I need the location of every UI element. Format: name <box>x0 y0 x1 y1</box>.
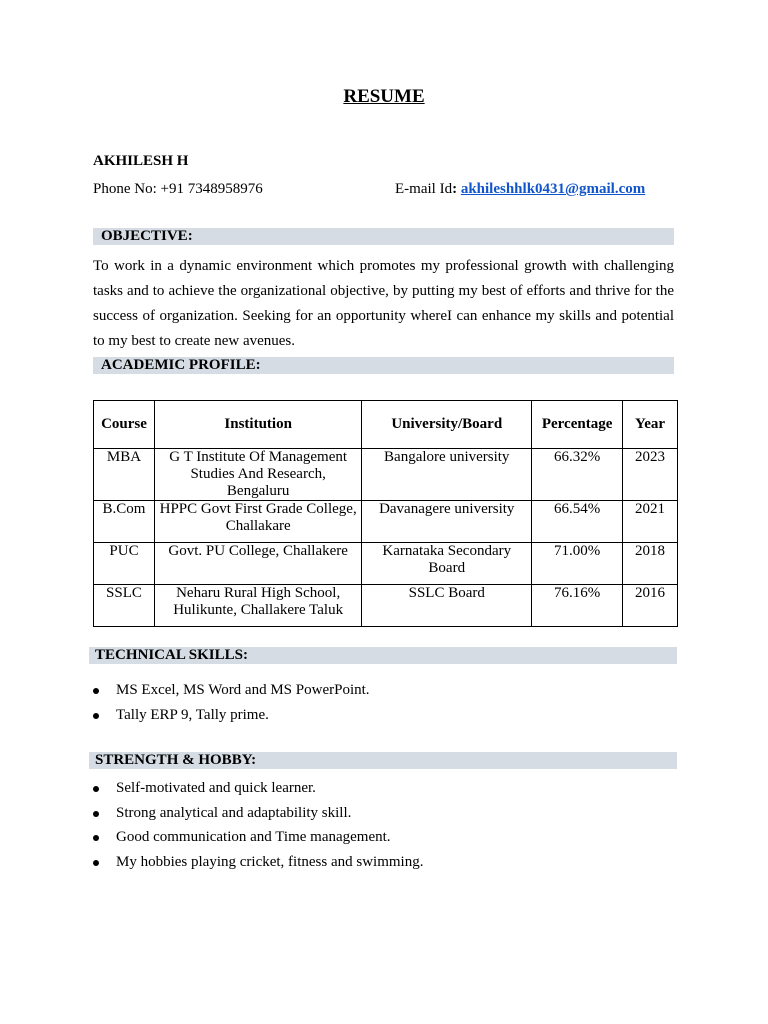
list-item: My hobbies playing cricket, fitness and swimming. <box>93 850 423 875</box>
column-header: Year <box>623 401 678 449</box>
course-cell: MBA <box>94 449 155 501</box>
percentage-cell: 71.00% <box>532 543 623 585</box>
candidate-name: AKHILESH H <box>93 153 189 169</box>
year-cell: 2021 <box>623 501 678 543</box>
phone-line <box>93 181 263 198</box>
objective-heading: OBJECTIVE: <box>93 228 674 245</box>
course-cell: SSLC <box>94 585 155 627</box>
percentage-cell: 66.54% <box>532 501 623 543</box>
year-cell: 2018 <box>623 543 678 585</box>
institution-cell: G T Institute Of Management Studies And Research, Bengaluru <box>154 449 361 501</box>
table-row <box>94 543 678 585</box>
technical-skills-heading: TECHNICAL SKILLS: <box>89 647 677 664</box>
column-header: Institution <box>154 401 361 449</box>
institution-cell: Neharu Rural High School, Hulikunte, Challakere Taluk <box>154 585 361 627</box>
institution-cell: HPPC Govt First Grade College, Challakare <box>154 501 361 543</box>
column-header: Percentage <box>532 401 623 449</box>
strength-hobby-heading: STRENGTH & HOBBY: <box>89 752 677 769</box>
list-item: Good communication and Time management. <box>93 825 423 850</box>
email-colon: : <box>452 181 461 197</box>
table-header-row <box>94 401 678 449</box>
list-item: Tally ERP 9, Tally prime. <box>93 703 370 728</box>
column-header: Course <box>94 401 155 449</box>
email-link[interactable]: akhileshhlk0431@gmail.com <box>460 181 646 197</box>
list-item: MS Excel, MS Word and MS PowerPoint. <box>93 678 370 703</box>
institution-cell: Govt. PU College, Challakere <box>154 543 361 585</box>
phone-number: +91 7348958976 <box>160 181 263 197</box>
resume-title: RESUME <box>343 86 425 107</box>
table-row <box>94 449 678 501</box>
table-row <box>94 585 678 627</box>
technical-skills-list <box>93 678 370 727</box>
board-cell: Bangalore university <box>362 449 532 501</box>
board-cell: SSLC Board <box>362 585 532 627</box>
academic-profile-heading: ACADEMIC PROFILE: <box>93 357 674 374</box>
list-item: Self-motivated and quick learner. <box>93 776 423 801</box>
objective-text: To work in a dynamic environment which promotes my professional growth with challenging tasks and to achieve the organizational objective, by putting my best of efforts and thrive for the success of organization. Seeking for an opportunity whereI can enhance my skills and potential to my best to create new avenues. <box>93 258 674 349</box>
percentage-cell: 66.32% <box>532 449 623 501</box>
board-cell: Davanagere university <box>362 501 532 543</box>
strength-hobby-list <box>93 776 423 874</box>
course-cell: B.Com <box>94 501 155 543</box>
column-header: University/Board <box>362 401 532 449</box>
board-cell: Karnataka Secondary Board <box>362 543 532 585</box>
email-label: E-mail Id <box>395 181 453 197</box>
year-cell: 2023 <box>623 449 678 501</box>
phone-label: Phone No: <box>93 181 161 197</box>
list-item: Strong analytical and adaptability skill. <box>93 801 423 826</box>
percentage-cell: 76.16% <box>532 585 623 627</box>
email-line <box>395 181 645 198</box>
academic-table <box>93 400 678 627</box>
table-row <box>94 501 678 543</box>
course-cell: PUC <box>94 543 155 585</box>
year-cell: 2016 <box>623 585 678 627</box>
